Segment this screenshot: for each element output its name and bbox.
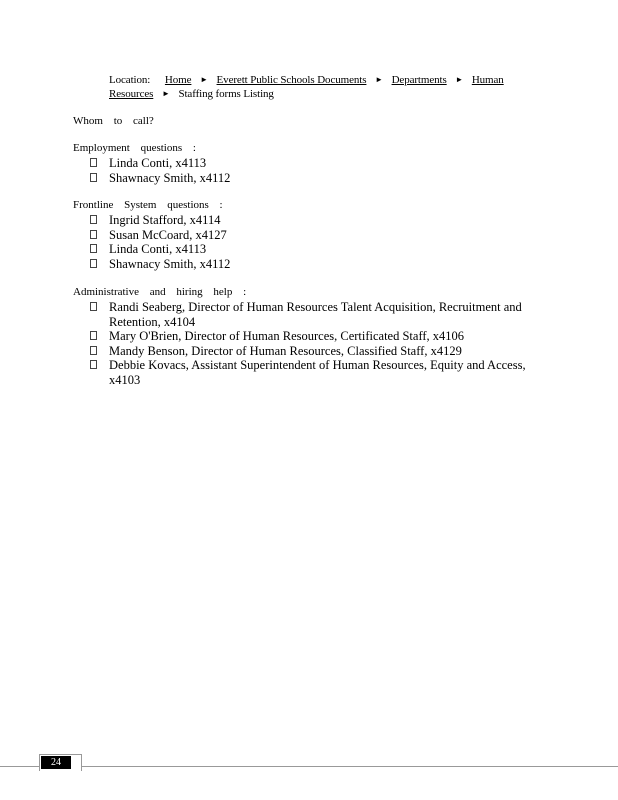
list-item: Shawnacy Smith, x4112 [90, 257, 537, 272]
administrative-contacts-list [90, 300, 537, 387]
list-item: Mary O'Brien, Director of Human Resources, Certificated Staff, x4106 [90, 329, 537, 344]
breadcrumb-label: Location: [109, 74, 151, 86]
breadcrumb-separator-icon: ► [161, 89, 170, 98]
bullet-icon [90, 346, 97, 355]
bullet-icon [90, 259, 97, 268]
bullet-icon [90, 230, 97, 239]
footer-rule [0, 766, 618, 767]
section-heading-administrative: Administrative and hiring help : [73, 286, 247, 298]
list-item: Linda Conti, x4113 [90, 242, 537, 257]
bullet-icon [90, 360, 97, 369]
breadcrumb-current-page: Staffing forms Listing [178, 88, 274, 100]
breadcrumb-link-departments[interactable]: Departments [391, 74, 447, 86]
breadcrumb-link-human-resources[interactable]: Human Resources [109, 74, 504, 100]
bullet-icon [90, 244, 97, 253]
intro-heading: Whom to call? [73, 115, 154, 127]
list-item: Susan McCoard, x4127 [90, 228, 537, 243]
bullet-icon [90, 173, 97, 182]
bullet-icon [90, 331, 97, 340]
breadcrumb-link-home[interactable]: Home [164, 74, 192, 86]
list-item: Shawnacy Smith, x4112 [90, 171, 537, 186]
breadcrumb [109, 73, 549, 101]
list-item: Linda Conti, x4113 [90, 156, 537, 171]
frontline-contacts-list [90, 213, 537, 271]
breadcrumb-separator-icon: ► [455, 75, 464, 84]
list-item: Mandy Benson, Director of Human Resources, Classified Staff, x4129 [90, 344, 537, 359]
bullet-icon [90, 158, 97, 167]
bullet-icon [90, 215, 97, 224]
breadcrumb-separator-icon: ► [375, 75, 383, 84]
list-item: Debbie Kovacs, Assistant Superintendent of Human Resources, Equity and Access, x4103 [90, 358, 537, 387]
list-item: Ingrid Stafford, x4114 [90, 213, 537, 228]
employment-contacts-list [90, 156, 537, 185]
section-heading-employment: Employment questions : [73, 142, 196, 154]
bullet-icon [90, 302, 97, 311]
page-number: 24 [41, 756, 71, 769]
breadcrumb-separator-icon: ► [200, 75, 208, 84]
breadcrumb-link-eps-documents[interactable]: Everett Public Schools Documents [216, 74, 367, 86]
list-item: Randi Seaberg, Director of Human Resources Talent Acquisition, Recruitment and Retention, x4104 [90, 300, 537, 329]
section-heading-frontline: Frontline System questions : [73, 199, 223, 211]
